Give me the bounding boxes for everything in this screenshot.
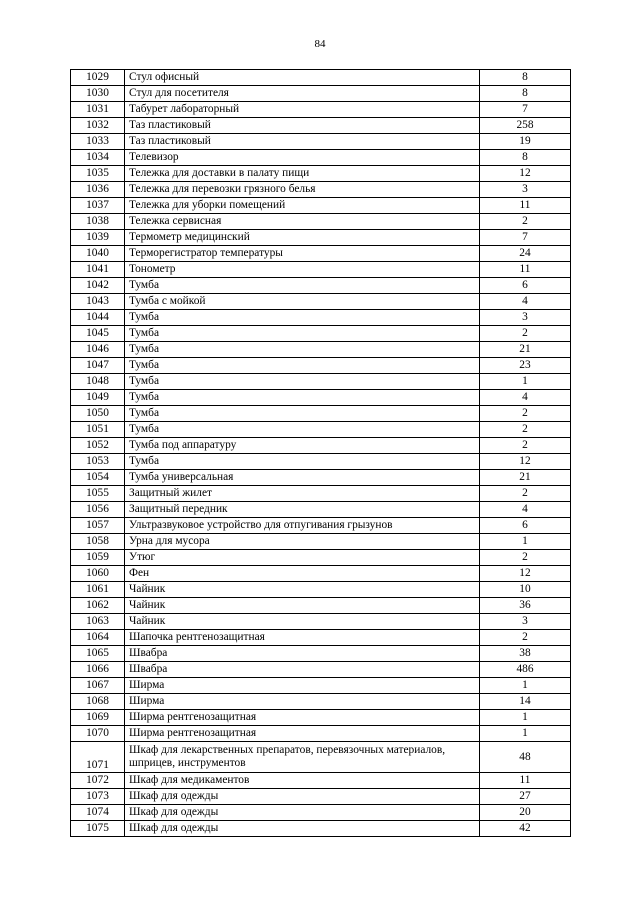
row-number: 1068	[71, 694, 125, 710]
item-name: Ширма рентгенозащитная	[125, 710, 480, 726]
table-row	[71, 502, 571, 518]
table-row	[71, 742, 571, 773]
item-name: Шкаф для медикаментов	[125, 773, 480, 789]
item-name: Ультразвуковое устройство для отпугивания грызунов	[125, 518, 480, 534]
row-number: 1057	[71, 518, 125, 534]
row-number: 1074	[71, 805, 125, 821]
item-quantity: 48	[480, 742, 571, 773]
row-number: 1041	[71, 262, 125, 278]
item-quantity: 12	[480, 566, 571, 582]
table-row	[71, 773, 571, 789]
item-quantity: 2	[480, 486, 571, 502]
item-quantity: 11	[480, 262, 571, 278]
item-quantity: 38	[480, 646, 571, 662]
row-number: 1063	[71, 614, 125, 630]
item-quantity: 36	[480, 598, 571, 614]
table-row	[71, 821, 571, 837]
table-row	[71, 358, 571, 374]
row-number: 1036	[71, 182, 125, 198]
item-name: Чайник	[125, 598, 480, 614]
item-quantity: 11	[480, 198, 571, 214]
item-name: Защитный жилет	[125, 486, 480, 502]
row-number: 1070	[71, 726, 125, 742]
item-name: Тумба универсальная	[125, 470, 480, 486]
item-name: Чайник	[125, 614, 480, 630]
item-quantity: 3	[480, 182, 571, 198]
row-number: 1038	[71, 214, 125, 230]
item-name: Шкаф для лекарственных препаратов, перевязочных материалов, шприцев, инструментов	[125, 742, 480, 773]
row-number: 1047	[71, 358, 125, 374]
item-quantity: 4	[480, 390, 571, 406]
item-quantity: 20	[480, 805, 571, 821]
table-row	[71, 662, 571, 678]
table-row	[71, 789, 571, 805]
row-number: 1032	[71, 118, 125, 134]
item-name: Ширма	[125, 694, 480, 710]
item-quantity: 27	[480, 789, 571, 805]
item-name: Шкаф для одежды	[125, 805, 480, 821]
item-name: Урна для мусора	[125, 534, 480, 550]
item-quantity: 2	[480, 422, 571, 438]
row-number: 1037	[71, 198, 125, 214]
table-row	[71, 678, 571, 694]
item-name: Тумба	[125, 422, 480, 438]
item-name: Тумба	[125, 454, 480, 470]
item-name: Защитный передник	[125, 502, 480, 518]
table-row	[71, 534, 571, 550]
item-name: Стул для посетителя	[125, 86, 480, 102]
item-name: Чайник	[125, 582, 480, 598]
item-name: Утюг	[125, 550, 480, 566]
item-quantity: 12	[480, 454, 571, 470]
row-number: 1066	[71, 662, 125, 678]
item-quantity: 3	[480, 614, 571, 630]
table-row	[71, 630, 571, 646]
table-row	[71, 214, 571, 230]
row-number: 1065	[71, 646, 125, 662]
item-name: Швабра	[125, 662, 480, 678]
item-name: Тележка для доставки в палату пищи	[125, 166, 480, 182]
item-quantity: 21	[480, 342, 571, 358]
item-name: Таз пластиковый	[125, 118, 480, 134]
table-row	[71, 70, 571, 86]
item-quantity: 19	[480, 134, 571, 150]
item-quantity: 1	[480, 726, 571, 742]
item-name: Тумба	[125, 390, 480, 406]
table-row	[71, 518, 571, 534]
table-row	[71, 582, 571, 598]
row-number: 1050	[71, 406, 125, 422]
table-row	[71, 310, 571, 326]
row-number: 1040	[71, 246, 125, 262]
row-number: 1055	[71, 486, 125, 502]
item-quantity: 8	[480, 70, 571, 86]
row-number: 1035	[71, 166, 125, 182]
item-quantity: 4	[480, 294, 571, 310]
item-quantity: 21	[480, 470, 571, 486]
item-name: Тумба	[125, 374, 480, 390]
item-name: Тумба	[125, 310, 480, 326]
table-row	[71, 102, 571, 118]
item-quantity: 23	[480, 358, 571, 374]
item-name: Тумба	[125, 342, 480, 358]
item-name: Стул офисный	[125, 70, 480, 86]
item-name: Терморегистратор температуры	[125, 246, 480, 262]
row-number: 1042	[71, 278, 125, 294]
table-row	[71, 182, 571, 198]
row-number: 1031	[71, 102, 125, 118]
item-quantity: 14	[480, 694, 571, 710]
table-row	[71, 262, 571, 278]
item-name: Тумба с мойкой	[125, 294, 480, 310]
row-number: 1067	[71, 678, 125, 694]
table-body	[71, 70, 571, 837]
item-name: Тележка для перевозки грязного белья	[125, 182, 480, 198]
row-number: 1033	[71, 134, 125, 150]
row-number: 1060	[71, 566, 125, 582]
row-number: 1043	[71, 294, 125, 310]
item-name: Тумба	[125, 326, 480, 342]
row-number: 1064	[71, 630, 125, 646]
item-quantity: 258	[480, 118, 571, 134]
inventory-table	[70, 69, 571, 837]
table-row	[71, 246, 571, 262]
item-quantity: 1	[480, 678, 571, 694]
item-name: Ширма	[125, 678, 480, 694]
table-row	[71, 86, 571, 102]
item-quantity: 4	[480, 502, 571, 518]
table-row	[71, 710, 571, 726]
row-number: 1071	[71, 742, 125, 773]
item-name: Фен	[125, 566, 480, 582]
item-quantity: 7	[480, 102, 571, 118]
table-row	[71, 342, 571, 358]
table-row	[71, 406, 571, 422]
item-quantity: 42	[480, 821, 571, 837]
item-name: Таз пластиковый	[125, 134, 480, 150]
row-number: 1073	[71, 789, 125, 805]
item-name: Тумба	[125, 278, 480, 294]
table-row	[71, 646, 571, 662]
item-quantity: 6	[480, 278, 571, 294]
item-quantity: 2	[480, 326, 571, 342]
table-row	[71, 470, 571, 486]
item-name: Термометр медицинский	[125, 230, 480, 246]
table-row	[71, 166, 571, 182]
row-number: 1034	[71, 150, 125, 166]
item-name: Шкаф для одежды	[125, 789, 480, 805]
table-row	[71, 230, 571, 246]
table-row	[71, 294, 571, 310]
row-number: 1029	[71, 70, 125, 86]
table-row	[71, 118, 571, 134]
row-number: 1069	[71, 710, 125, 726]
item-name: Тумба	[125, 358, 480, 374]
row-number: 1054	[71, 470, 125, 486]
row-number: 1062	[71, 598, 125, 614]
table-row	[71, 805, 571, 821]
item-quantity: 1	[480, 374, 571, 390]
table-row	[71, 326, 571, 342]
item-quantity: 24	[480, 246, 571, 262]
item-quantity: 2	[480, 214, 571, 230]
item-quantity: 2	[480, 406, 571, 422]
item-quantity: 486	[480, 662, 571, 678]
row-number: 1046	[71, 342, 125, 358]
item-name: Шапочка рентгенозащитная	[125, 630, 480, 646]
row-number: 1049	[71, 390, 125, 406]
item-quantity: 8	[480, 86, 571, 102]
item-quantity: 3	[480, 310, 571, 326]
item-name: Тонометр	[125, 262, 480, 278]
item-quantity: 2	[480, 550, 571, 566]
row-number: 1061	[71, 582, 125, 598]
row-number: 1051	[71, 422, 125, 438]
table-row	[71, 550, 571, 566]
table-row	[71, 694, 571, 710]
item-quantity: 7	[480, 230, 571, 246]
table-row	[71, 374, 571, 390]
row-number: 1075	[71, 821, 125, 837]
row-number: 1048	[71, 374, 125, 390]
item-name: Шкаф для одежды	[125, 821, 480, 837]
row-number: 1058	[71, 534, 125, 550]
table-row	[71, 454, 571, 470]
item-quantity: 12	[480, 166, 571, 182]
table-row	[71, 486, 571, 502]
item-quantity: 2	[480, 438, 571, 454]
row-number: 1044	[71, 310, 125, 326]
table-row	[71, 150, 571, 166]
item-name: Ширма рентгенозащитная	[125, 726, 480, 742]
table-row	[71, 726, 571, 742]
row-number: 1030	[71, 86, 125, 102]
item-quantity: 1	[480, 710, 571, 726]
item-quantity: 1	[480, 534, 571, 550]
row-number: 1072	[71, 773, 125, 789]
item-name: Тумба под аппаратуру	[125, 438, 480, 454]
item-quantity: 6	[480, 518, 571, 534]
table-row	[71, 438, 571, 454]
row-number: 1039	[71, 230, 125, 246]
item-name: Швабра	[125, 646, 480, 662]
table-row	[71, 422, 571, 438]
item-name: Телевизор	[125, 150, 480, 166]
row-number: 1056	[71, 502, 125, 518]
row-number: 1052	[71, 438, 125, 454]
item-name: Тумба	[125, 406, 480, 422]
table-row	[71, 198, 571, 214]
row-number: 1059	[71, 550, 125, 566]
table-row	[71, 598, 571, 614]
table-row	[71, 614, 571, 630]
item-quantity: 11	[480, 773, 571, 789]
item-name: Тележка для уборки помещений	[125, 198, 480, 214]
table-row	[71, 390, 571, 406]
item-quantity: 8	[480, 150, 571, 166]
item-name: Тележка сервисная	[125, 214, 480, 230]
row-number: 1045	[71, 326, 125, 342]
table-row	[71, 134, 571, 150]
item-name: Табурет лабораторный	[125, 102, 480, 118]
table-row	[71, 278, 571, 294]
item-quantity: 2	[480, 630, 571, 646]
item-quantity: 10	[480, 582, 571, 598]
table-row	[71, 566, 571, 582]
page-number: 84	[314, 38, 326, 50]
row-number: 1053	[71, 454, 125, 470]
